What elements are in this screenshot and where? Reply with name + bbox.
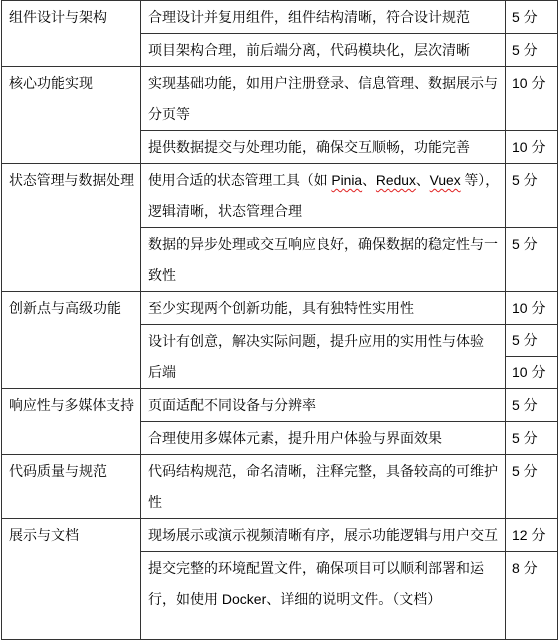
criterion-cell <box>141 67 506 131</box>
category-label: 展示与文档 <box>9 527 79 543</box>
table-row <box>2 1 558 34</box>
table-row <box>2 389 558 422</box>
criterion-cell <box>141 164 506 228</box>
category-cell <box>2 389 141 455</box>
category-label: 响应性与多媒体支持 <box>9 397 135 413</box>
score-value: 12 分 <box>512 527 546 543</box>
spellcheck-flagged-word: Pinia <box>331 172 363 188</box>
table-row <box>2 519 558 552</box>
criterion-cell <box>141 292 506 325</box>
criterion-text: 实现基础功能，如用户注册登录、信息管理、数据展示与 <box>148 75 498 91</box>
category-label: 核心功能实现 <box>9 75 93 91</box>
criterion-text: 提供数据提交与处理功能，确保交互顺畅，功能完善 <box>148 139 470 155</box>
table-row <box>2 292 558 325</box>
category-label: 组件设计与架构 <box>9 9 107 25</box>
score-cell <box>506 519 558 552</box>
criterion-text: 至少实现两个创新功能，具有独特性实用性 <box>148 300 414 316</box>
criterion-text: 页面适配不同设备与分辨率 <box>148 397 316 413</box>
criterion-cell <box>141 1 506 34</box>
category-label: 创新点与高级功能 <box>9 300 121 316</box>
criterion-text-segment: 逻辑清晰，状态管理合理 <box>148 203 302 219</box>
score-value: 5 分 <box>512 172 538 188</box>
score-value: 8 分 <box>512 560 538 576</box>
score-cell <box>506 164 558 228</box>
score-cell <box>506 455 558 519</box>
score-cell <box>506 292 558 325</box>
score-cell <box>506 1 558 34</box>
score-cell <box>506 131 558 164</box>
score-cell <box>506 67 558 131</box>
criterion-text: 行，如使用 Docker、详细的说明文件。（文档） <box>148 591 442 607</box>
grading-table <box>1 0 558 640</box>
criterion-text <box>148 165 499 196</box>
table-row <box>2 67 558 131</box>
criterion-text: 合理使用多媒体元素，提升用户体验与界面效果 <box>148 430 442 446</box>
score-value: 5 分 <box>512 397 538 413</box>
criterion-text-segment: 等）， <box>460 172 500 188</box>
criterion-text: 后端 <box>148 364 176 380</box>
criterion-text: 现场展示或演示视频清晰有序，展示功能逻辑与用户交互 <box>148 527 498 543</box>
criterion-text <box>148 196 302 227</box>
spellcheck-flagged-word: Vuex <box>429 172 461 188</box>
score-value: 5 分 <box>512 236 538 252</box>
score-cell <box>506 552 558 640</box>
criterion-cell <box>141 131 506 164</box>
criterion-text-segment: 、 <box>362 172 376 188</box>
criterion-text: 设计有创意，解决实际问题，提升应用的实用性与体验 <box>148 333 484 349</box>
score-value: 10 分 <box>512 139 546 155</box>
score-cell <box>506 389 558 422</box>
category-cell <box>2 455 141 519</box>
criterion-cell <box>141 325 506 389</box>
table-row <box>2 455 558 519</box>
criterion-cell <box>141 422 506 455</box>
score-cell <box>506 422 558 455</box>
category-label: 代码质量与规范 <box>9 463 107 479</box>
criterion-text: 合理设计并复用组件，组件结构清晰，符合设计规范 <box>148 9 470 25</box>
score-value: 5 分 <box>512 463 538 479</box>
score-cell <box>506 228 558 292</box>
category-cell <box>2 292 141 389</box>
score-cell <box>506 325 558 357</box>
criterion-cell <box>141 228 506 292</box>
category-cell <box>2 67 141 164</box>
criterion-text: 项目架构合理，前后端分离，代码模块化，层次清晰 <box>148 42 470 58</box>
table-row <box>2 164 558 228</box>
score-value: 5 分 <box>512 42 538 58</box>
criterion-text: 致性 <box>148 267 176 283</box>
score-value: 5 分 <box>512 332 538 348</box>
category-label: 状态管理与数据处理 <box>9 172 135 188</box>
criterion-cell <box>141 389 506 422</box>
category-cell <box>2 1 141 67</box>
score-value: 5 分 <box>512 9 538 25</box>
score-value: 10 分 <box>512 364 546 380</box>
criterion-text-segment: 使用合适的状态管理工具（如 <box>148 172 332 188</box>
score-value: 10 分 <box>512 300 546 316</box>
category-cell <box>2 164 141 292</box>
criterion-text: 代码结构规范，命名清晰，注释完整，具备较高的可维护 <box>148 463 498 479</box>
category-cell <box>2 519 141 640</box>
criterion-text: 提交完整的环境配置文件，确保项目可以顺利部署和运 <box>148 560 484 576</box>
spellcheck-flagged-word: Redux <box>375 172 416 188</box>
criterion-text: 数据的异步处理或交互响应良好，确保数据的稳定性与一 <box>148 236 498 252</box>
score-value: 10 分 <box>512 75 546 91</box>
criterion-text: 性 <box>148 494 162 510</box>
criterion-cell <box>141 34 506 67</box>
criterion-cell <box>141 455 506 519</box>
criterion-text: 分页等 <box>148 106 190 122</box>
score-cell <box>506 357 558 389</box>
criterion-cell <box>141 519 506 552</box>
criterion-cell <box>141 552 506 640</box>
criterion-text-segment: 、 <box>415 172 430 188</box>
score-value: 5 分 <box>512 430 538 446</box>
score-cell <box>506 34 558 67</box>
